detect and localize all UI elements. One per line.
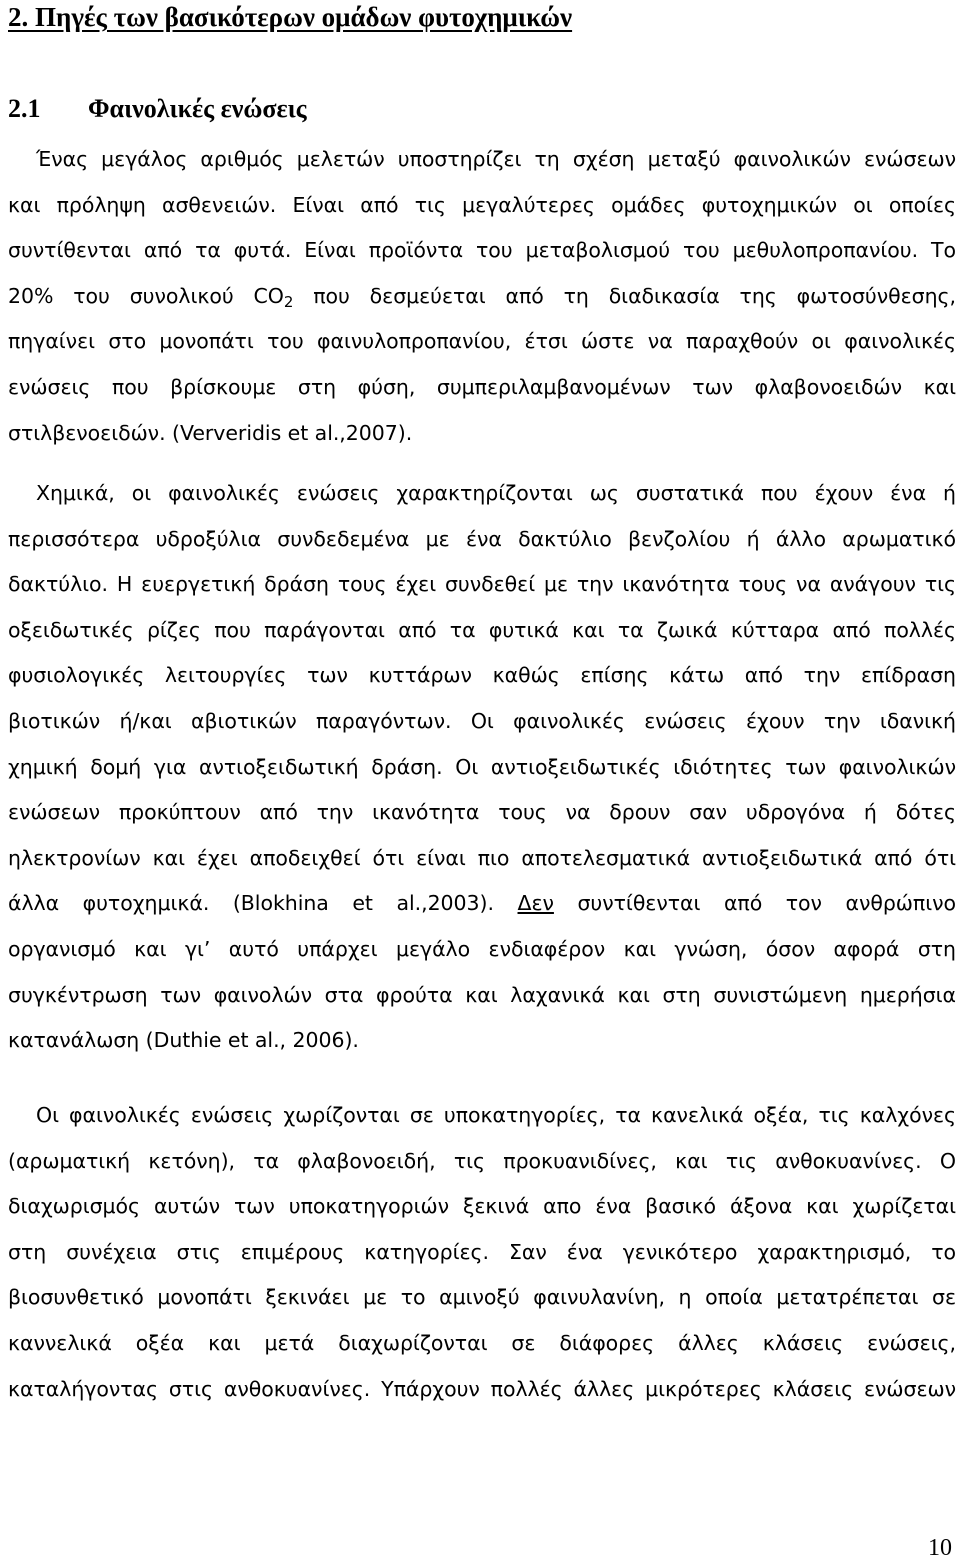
paragraph-line: καννελικά οξέα και μετά διαχωρίζονται σε διάφορες άλλες κλάσεις ενώσεις, — [8, 1330, 956, 1355]
paragraph-line: οργανισμό και γι’ αυτό υπάρχει μεγάλο ενδιαφέρον και γνώση, όσον αφορά στη — [8, 936, 956, 961]
chapter-heading: 2. Πηγές των βασικότερων ομάδων φυτοχημικών — [8, 2, 573, 32]
paragraph-line: κατανάλωση (Duthie et al., 2006). — [8, 1028, 359, 1053]
paragraph-line: Ένας μεγάλος αριθμός μελετών υποστηρίζει τη σχέση μεταξύ φαινολικών ενώσεων — [36, 147, 956, 171]
paragraph-line: ηλεκτρονίων και έχει αποδειχθεί ότι είναι πιο αποτελεσματικά αντιοξειδωτικά από ότι — [8, 845, 956, 870]
paragraph-line: (αρωματική κετόνη), τα φλαβονοειδή, τις προκυανιδίνες, και τις ανθοκυανίνες. Ο — [8, 1148, 956, 1173]
paragraph-line: διαχωρισμός αυτών των υποκατηγοριών ξεκινά απο ένα βασικό άξονα και χωρίζεται — [8, 1194, 956, 1219]
paragraph-line: καταλήγοντας στις ανθοκυανίνες. Υπάρχουν πολλές άλλες μικρότερες κλάσεις ενώσεων — [8, 1376, 956, 1401]
citation-text: άλλα φυτοχημικά. (Blokhina et al.,2003). — [8, 891, 494, 916]
paragraph-line: στη συνέχεια στις επιμέρους κατηγορίες. Σαν ένα γενικότερο χαρακτηρισμό, το — [8, 1239, 956, 1264]
section-heading — [8, 92, 307, 126]
paragraph-1 — [8, 137, 956, 456]
co2-subscript: 2 — [283, 292, 294, 311]
paragraph-line: φυσιολογικές λειτουργίες των κυττάρων καθώς επίσης κάτω από την επίδραση — [8, 663, 956, 688]
page-number: 10 — [928, 1535, 952, 1561]
paragraph-2 — [8, 471, 956, 1064]
paragraph-line: περισσότερα υδροξύλια συνδεδεμένα με ένα δακτύλιο βενζολίου ή άλλο αρωματικό — [8, 526, 956, 551]
citation-continued: συντίθενται από τον ανθρώπινο — [577, 891, 956, 916]
paragraph-line-co2 — [8, 274, 956, 320]
paragraph-line: Οι φαινολικές ενώσεις χωρίζονται σε υποκατηγορίες, τα κανελικά οξέα, τις καλχόνες — [36, 1103, 956, 1127]
paragraph-line: βιοτικών ή/και αβιοτικών παραγόντων. Οι φαινολικές ενώσεις έχουν την ιδανική — [8, 708, 956, 733]
section-title: Φαινολικές ενώσεις — [88, 94, 307, 123]
paragraph-line: συγκέντρωση των φαινολών στα φρούτα και λαχανικά και στη συνιστώμενη ημερήσια — [8, 982, 956, 1007]
paragraph-3 — [8, 1093, 956, 1412]
paragraph-line: στιλβενοειδών. (Ververidis et al.,2007). — [8, 420, 413, 445]
paragraph-line: και πρόληψη ασθενειών. Είναι από τις μεγαλύτερες ομάδες φυτοχημικών οι οποίες — [8, 192, 956, 217]
paragraph-line: χημική δομή για αντιοξειδωτική δράση. Οι αντιοξειδωτικές ιδιότητες των φαινολικών — [8, 754, 956, 779]
paragraph-line: βιοσυνθετικό μονοπάτι ξεκινάει με το αμινοξύ φαινυλανίνη, η οποία μετατρέπεται σε — [8, 1285, 956, 1310]
co2-text-continued: που δεσμεύεται από τη διαδικασία της φωτοσύνθεσης, — [313, 283, 956, 308]
paragraph-line: συντίθενται από τα φυτά. Είναι προϊόντα του μεταβολισμού του μεθυλοπροπανίου. Το — [8, 238, 956, 263]
paragraph-line-citation — [8, 881, 956, 927]
paragraph-line: Χημικά, οι φαινολικές ενώσεις χαρακτηρίζονται ως συστατικά που έχουν ένα ή — [36, 481, 956, 505]
paragraph-line: πηγαίνει στο μονοπάτι του φαινυλοπροπανίου, έτσι ώστε να παραχθούν οι φαινολικές — [8, 329, 956, 354]
paragraph-line: ενώσεις που βρίσκουμε στη φύση, συμπεριλαμβανομένων των φλαβονοειδών και — [8, 374, 956, 399]
paragraph-line: δακτύλιο. Η ευεργετική δράση τους έχει συνδεθεί με την ικανότητα τους να ανάγουν τις — [8, 572, 956, 597]
paragraph-line: ενώσεων προκύπτουν από την ικανότητα τους να δρουν σαν υδρογόνα ή δότες — [8, 800, 956, 825]
co2-text: 20% του συνολικού CO — [8, 283, 284, 308]
underlined-word: Δεν — [517, 891, 554, 916]
paragraph-line: οξειδωτικές ρίζες που παράγονται από τα φυτικά και τα ζωικά κύτταρα από πολλές — [8, 617, 956, 642]
section-number: 2.1 — [8, 94, 41, 123]
